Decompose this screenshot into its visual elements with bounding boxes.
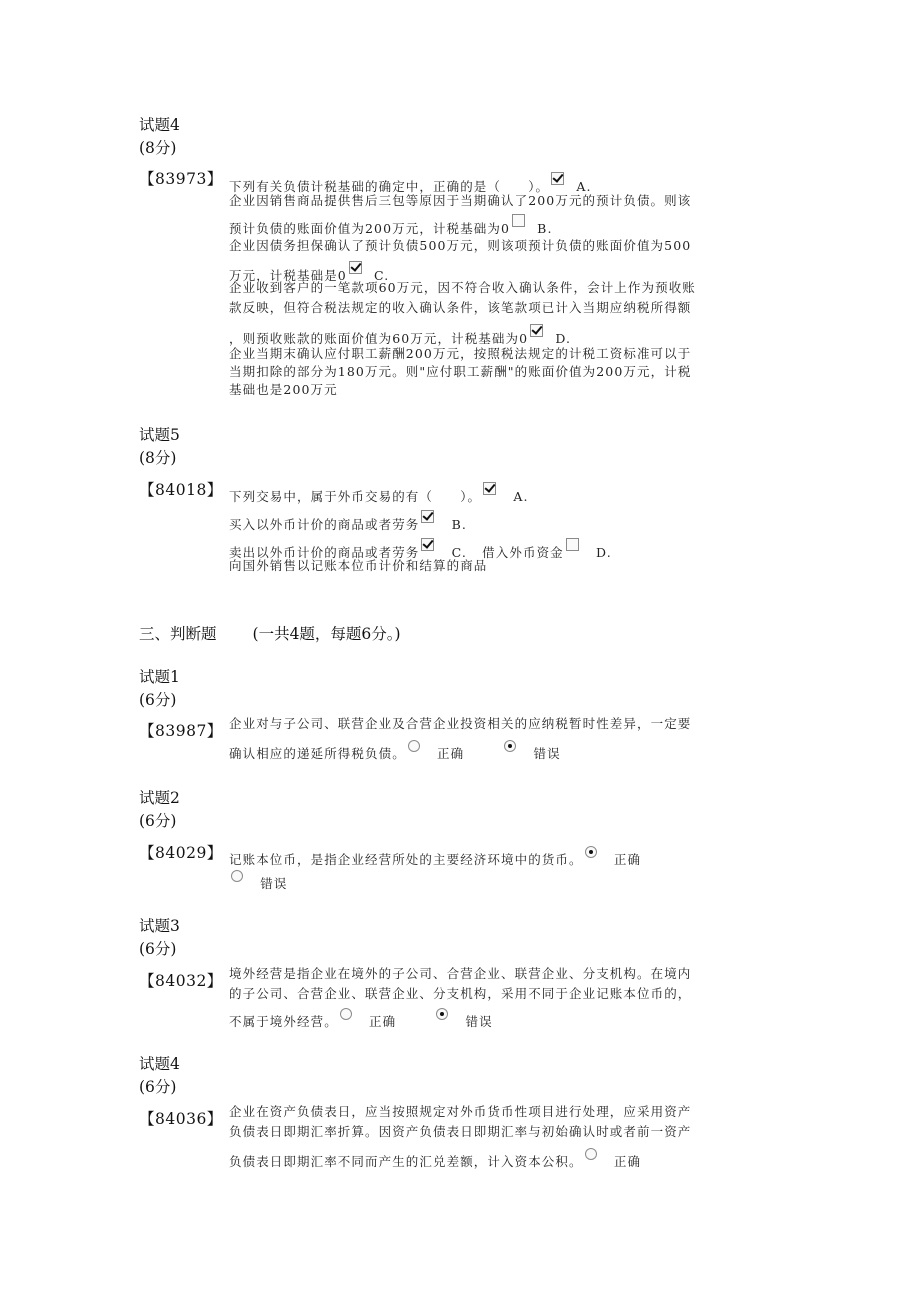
question-text-line2: 确认相应的递延所得税负债。 [229, 746, 406, 761]
false-radio[interactable] [231, 870, 243, 882]
question-text-line1: 企业在资产负债表日，应当按照规定对外币货币性项目进行处理，应采用资产 [229, 1104, 692, 1119]
option-b-text-line2: 万元，计税基础是0 [229, 268, 347, 283]
option-a-letter: A. [576, 179, 592, 194]
true-label: 正确 [613, 1154, 642, 1169]
false-radio[interactable] [436, 1008, 448, 1020]
option-c-letter: C. [374, 268, 390, 283]
option-b-letter: B. [451, 517, 467, 532]
option-d-text-line2: 当期扣除的部分为180万元。则"应付职工薪酬"的账面价值为200万元，计税 [229, 364, 692, 379]
true-radio[interactable] [340, 1008, 352, 1020]
option-a-checkbox[interactable] [483, 482, 496, 495]
false-label: 错误 [533, 746, 561, 761]
option-b-text-line1: 企业因债务担保确认了预计负债500万元，则该项预计负债的账面价值为500 [229, 238, 692, 253]
question-id: 【83973】 [139, 170, 223, 188]
option-d-text-line3: 基础也是200万元 [229, 382, 338, 397]
option-b-text: 卖出以外币计价的商品或者劳务 [229, 545, 420, 560]
true-label: 正确 [613, 852, 642, 867]
option-d-checkbox[interactable] [530, 324, 543, 337]
option-a-letter: A. [513, 489, 529, 504]
false-radio[interactable] [504, 740, 516, 752]
option-d-text: 向国外销售以记账本位币计价和结算的商品 [229, 558, 488, 573]
option-d-checkbox[interactable] [566, 538, 579, 551]
option-a-text: 买入以外币计价的商品或者劳务 [229, 517, 420, 532]
question-score: (6分) [139, 1078, 177, 1096]
option-c-text-line1: 企业收到客户的一笔款项60万元，因不符合收入确认条件，会计上作为预收账 [229, 280, 696, 295]
question-score: (6分) [139, 812, 177, 830]
question-title: 试题3 [139, 917, 180, 935]
question-text-line1: 企业对与子公司、联营企业及合营企业投资相关的应纳税暂时性差异，一定要 [229, 716, 692, 731]
option-d-letter: D. [596, 545, 612, 560]
true-label: 正确 [437, 746, 465, 761]
question-text-line2: 负债表日即期汇率折算。因资产负债表日即期汇率与初始确认时或者前一资产 [229, 1124, 692, 1139]
section-heading [139, 622, 401, 644]
question-score: (8分) [139, 139, 177, 157]
option-d-text-line1: 企业当期末确认应付职工薪酬200万元，按照税法规定的计税工资标准可以于 [229, 346, 692, 361]
question-id: 【83987】 [139, 722, 223, 740]
question-text-line1: 记账本位币，是指企业经营所处的主要经济环境中的货币。 [229, 852, 583, 867]
option-a-checkbox[interactable] [551, 172, 564, 185]
option-a-text-line2: 预计负债的账面价值为200万元，计税基础为0 [229, 221, 511, 236]
section-note: (一共4题，每题6分。) [252, 625, 401, 643]
question-text-line2: 的子公司、合营企业、联营企业、分支机构，采用不同于企业记账本位币的， [229, 986, 692, 1001]
option-c-checkbox[interactable] [421, 538, 434, 551]
question-title: 试题4 [139, 116, 180, 134]
option-b-checkbox[interactable] [512, 214, 525, 227]
question-stem: 下列交易中，属于外币交易的有（ ）。 [229, 489, 482, 504]
option-c-checkbox[interactable] [349, 261, 362, 274]
option-c-text-line3: ，则预收账款的账面价值为60万元，计税基础为0 [229, 331, 529, 346]
option-b-letter: B. [537, 221, 553, 236]
question-title: 试题4 [139, 1055, 180, 1073]
question-title: 试题5 [139, 426, 180, 444]
question-title: 试题2 [139, 789, 180, 807]
option-c-letter: C. [451, 545, 467, 560]
true-radio[interactable] [585, 1148, 597, 1160]
false-label: 错误 [260, 876, 288, 891]
question-id: 【84018】 [139, 481, 223, 499]
question-id: 【84029】 [139, 844, 223, 862]
option-c-text: 借入外币资金 [482, 545, 564, 560]
question-stem: 下列有关负债计税基础的确定中，正确的是（ ）。 [229, 179, 550, 194]
option-b-checkbox[interactable] [421, 510, 434, 523]
true-label: 正确 [369, 1014, 397, 1029]
question-score: (6分) [139, 940, 177, 958]
question-score: (6分) [139, 691, 177, 709]
section-title: 三、判断题 [139, 625, 217, 643]
true-radio[interactable] [585, 846, 597, 858]
question-text-line3: 不属于境外经营。 [229, 1014, 338, 1029]
option-d-letter: D. [555, 331, 572, 346]
question-text-line3: 负债表日即期汇率不同而产生的汇兑差额，计入资本公积。 [229, 1154, 583, 1169]
question-id: 【84032】 [139, 972, 223, 990]
question-id: 【84036】 [139, 1110, 223, 1128]
option-c-text-line2: 款反映，但符合税法规定的收入确认条件，该笔款项已计入当期应纳税所得额 [229, 300, 692, 315]
question-score: (8分) [139, 449, 177, 467]
question-text-line1: 境外经营是指企业在境外的子公司、合营企业、联营企业、分支机构。在境内 [229, 966, 692, 981]
option-a-text-line1: 企业因销售商品提供售后三包等原因于当期确认了200万元的预计负债。则该 [229, 193, 692, 208]
false-label: 错误 [465, 1014, 493, 1029]
true-radio[interactable] [408, 740, 420, 752]
question-title: 试题1 [139, 668, 180, 686]
